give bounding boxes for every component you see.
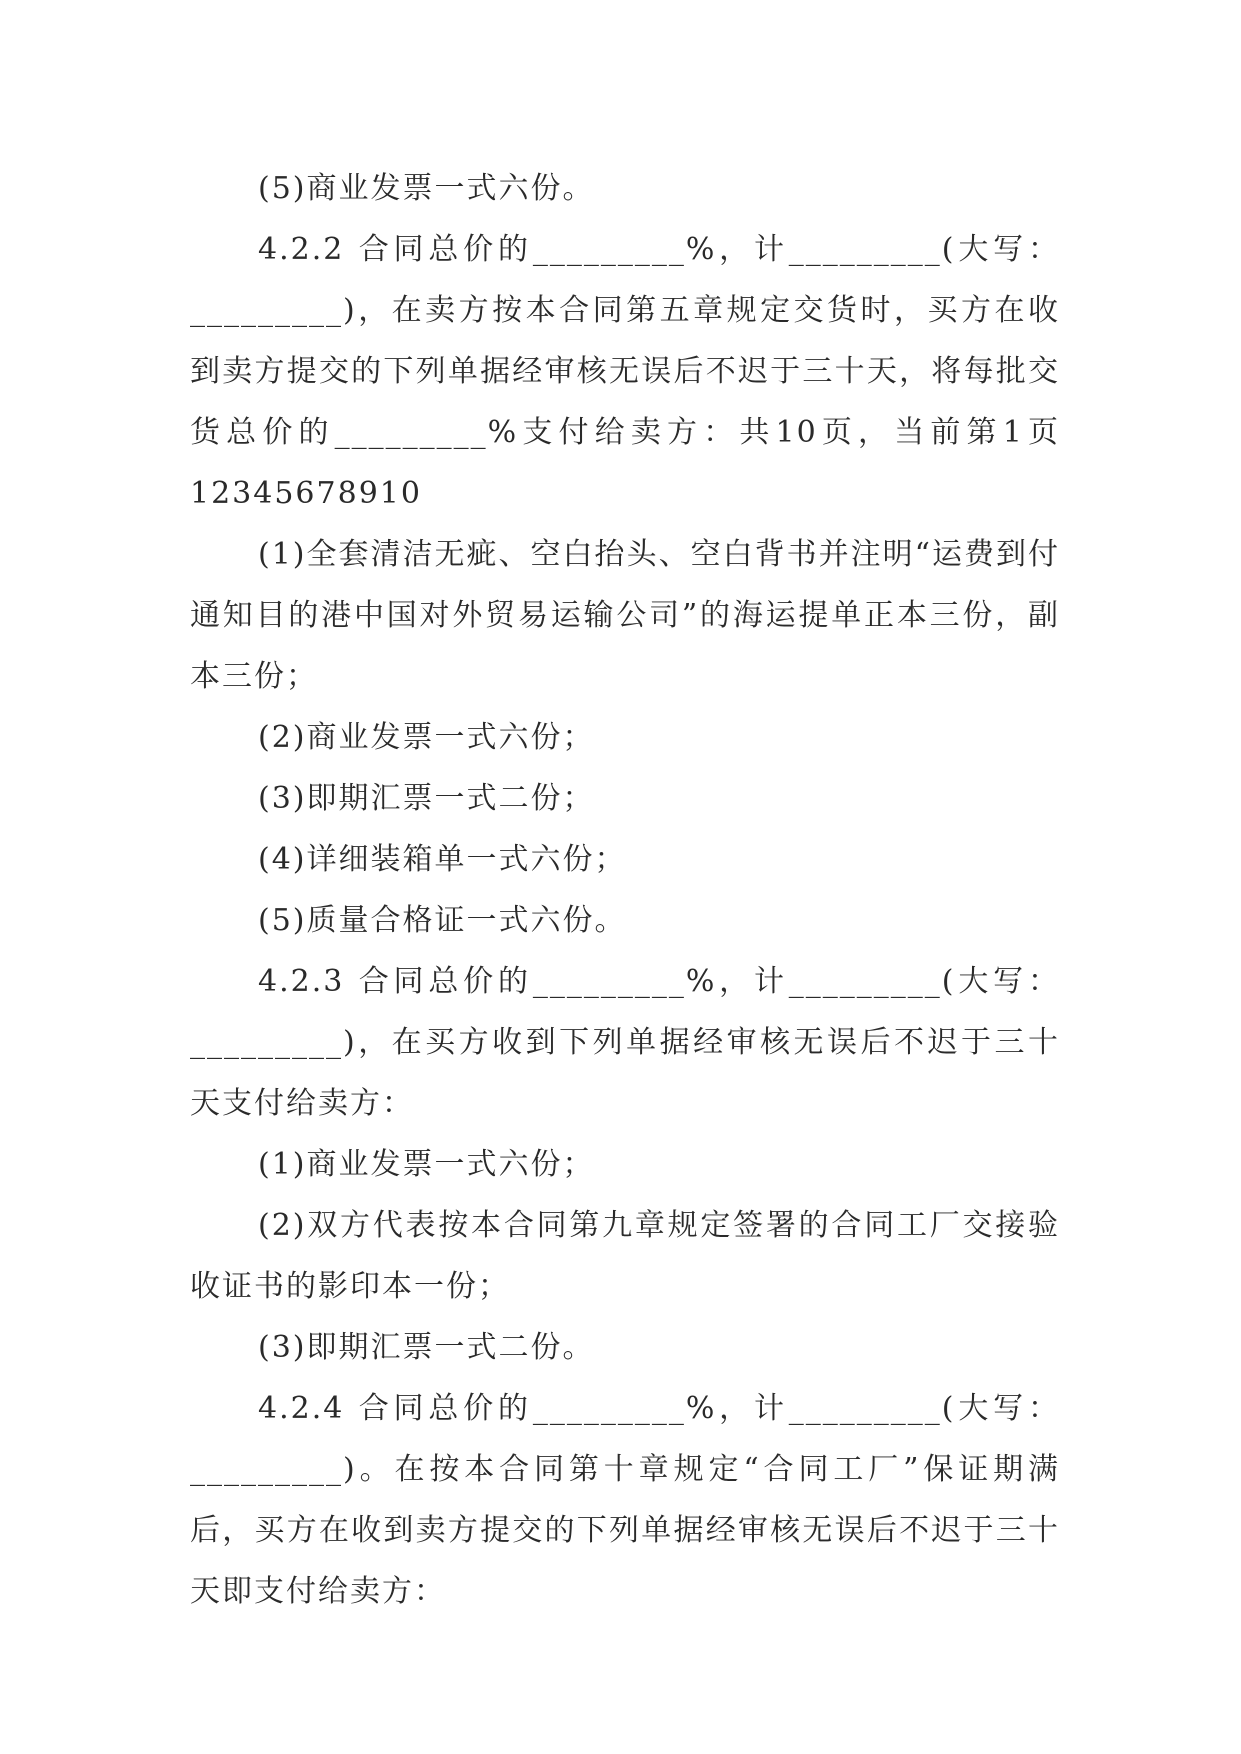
paragraph-invoice-5: (5)商业发票一式六份。 (258, 171, 595, 206)
paragraph-packing-list: (4)详细装箱单一式六份； (258, 842, 627, 877)
paragraph-clause-4-2-4: 4.2.4 合同总价的_________%，计_________(大写：_________)。在按本合同第十章规定“合同工厂”保证期满后，买方在收到卖方提交的下列单据经审核无误后不迟于三十天即支付给卖方： (190, 1391, 1060, 1609)
paragraph-commercial-invoice-2: (1)商业发票一式六份； (258, 1147, 595, 1182)
paragraph-sight-draft-2: (3)即期汇票一式二份。 (258, 1330, 595, 1365)
paragraph-quality-certificate: (5)质量合格证一式六份。 (258, 903, 627, 938)
paragraph-bill-of-lading: (1)全套清洁无疵、空白抬头、空白背书并注明“运费到付通知目的港中国对外贸易运输公司”的海运提单正本三份，副本三份； (190, 537, 1060, 694)
paragraph-acceptance-certificate: (2)双方代表按本合同第九章规定签署的合同工厂交接验收证书的影印本一份； (190, 1208, 1060, 1304)
paragraph-commercial-invoice: (2)商业发票一式六份； (258, 720, 595, 755)
paragraph-sight-draft: (3)即期汇票一式二份； (258, 781, 595, 816)
paragraph-clause-4-2-2: 4.2.2 合同总价的_________%，计_________(大写：_________)，在卖方按本合同第五章规定交货时，买方在收到卖方提交的下列单据经审核无误后不迟于三十天，将每批交货总价的_________%支付给卖方：共10页，当前第1页12345678910 (190, 232, 1060, 511)
document-body (190, 158, 1060, 1622)
paragraph-clause-4-2-3: 4.2.3 合同总价的_________%，计_________(大写：_________)，在买方收到下列单据经审核无误后不迟于三十天支付给卖方： (190, 964, 1060, 1121)
